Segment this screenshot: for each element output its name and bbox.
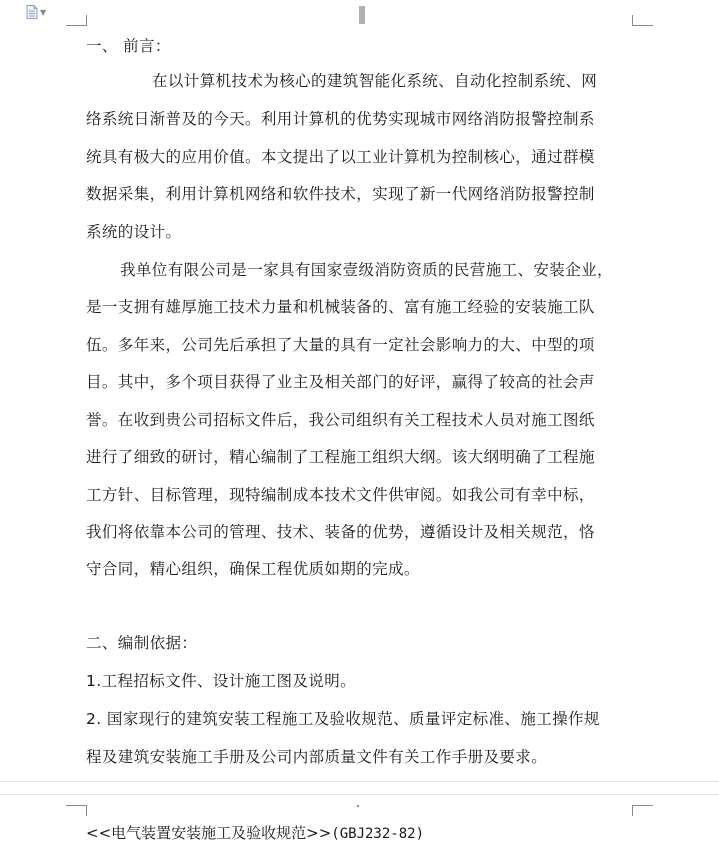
- page-center-mark: [357, 805, 359, 807]
- paragraph-line: 是一支拥有雄厚施工技术力量和机械装备的、富有施工经验的安装施工队: [86, 298, 595, 316]
- page-corner-mark: [66, 805, 87, 816]
- standard-code: (GBJ232-82): [331, 826, 424, 842]
- page-separator: [0, 781, 719, 795]
- list-item: 1.工程招标文件、设计施工图及说明。: [86, 672, 356, 690]
- page-corner-mark: [632, 805, 653, 816]
- paragraph-line: 目。其中，多个项目获得了业主及相关部门的好评，赢得了较高的社会声: [86, 373, 595, 391]
- document-menu[interactable]: [26, 5, 46, 19]
- paragraph-line: 络系统日渐普及的今天。利用计算机的优势实现城市网络消防报警控制系: [86, 110, 595, 128]
- paragraph-line: 统具有极大的应用价值。本文提出了以工业计算机为控制核心，通过群模: [86, 148, 595, 166]
- paragraph-line: 守合同，精心组织，确保工程优质如期的完成。: [86, 560, 420, 578]
- list-item: 2. 国家现行的建筑安装工程施工及验收规范、质量评定标准、施工操作规: [86, 710, 600, 728]
- heading-preface: 一、 前言：: [86, 37, 171, 55]
- page-corner-mark: [632, 15, 653, 26]
- paragraph-line: 誉。在收到贵公司招标文件后，我公司组织有关工程技术人员对施工图纸: [86, 411, 595, 429]
- list-item-continuation: 程及建筑安装施工手册及公司内部质量文件有关工作手册及要求。: [86, 748, 548, 766]
- document-icon: [26, 5, 38, 19]
- paragraph-line: 系统的设计。: [86, 223, 182, 241]
- paragraph-line: 在以计算机技术为核心的建筑智能化系统、自动化控制系统、网: [152, 72, 598, 90]
- page-corner-mark: [66, 15, 87, 26]
- paragraph-line: 伍。多年来，公司先后承担了大量的具有一定社会影响力的大、中型的项: [86, 336, 595, 354]
- heading-basis: 二、编制依据：: [86, 634, 198, 652]
- paragraph-line: 我单位有限公司是一家具有国家壹级消防资质的民营施工、安装企业，: [120, 261, 613, 279]
- paragraph-line: 进行了细致的研讨，精心编制了工程施工组织大纲。该大纲明确了工程施: [86, 448, 595, 466]
- chevron-down-icon[interactable]: ▼: [40, 7, 47, 17]
- standard-title: <<电气装置安装施工及验收规范>>: [86, 824, 332, 842]
- paragraph-line: 我们将依靠本公司的管理、技术、装备的优势，遵循设计及相关规范，恪: [86, 523, 595, 541]
- page2-body[interactable]: [86, 822, 424, 843]
- paragraph-line: 工方针、目标管理，现特编制成本技术文件供审阅。如我公司有幸中标，: [86, 486, 595, 504]
- ruler-indent-marker[interactable]: [359, 6, 365, 24]
- paragraph-line: 数据采集，利用计算机网络和软件技术，实现了新一代网络消防报警控制: [86, 185, 595, 203]
